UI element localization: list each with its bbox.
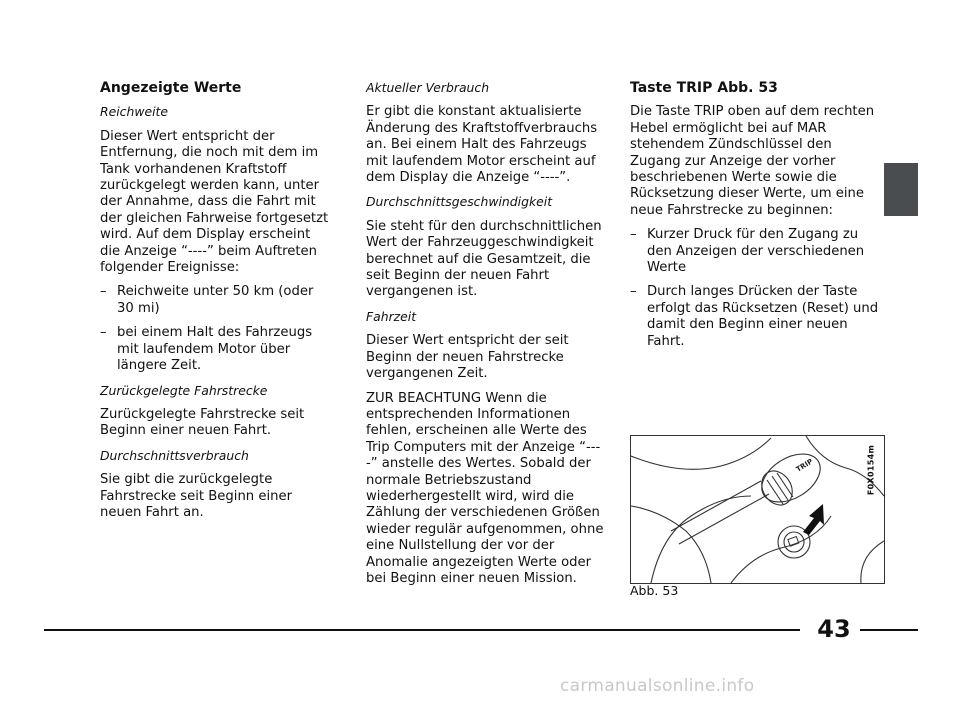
list-trip-actions [630, 227, 880, 350]
subheading-fahrzeit: Fahrzeit [366, 308, 417, 324]
contour-line [631, 506, 711, 583]
list-item: – Durch langes Drücken der Taste erfolgt das Rücksetzen (Reset) und damit den Beginn einer neuen Fahrt. [630, 284, 880, 350]
contour-line [861, 541, 884, 583]
text-column-3 [630, 80, 880, 358]
contour-line [631, 438, 771, 469]
list-item: – Reichweite unter 50 km (oder 30 mi) [100, 284, 332, 317]
lever-ring [756, 465, 799, 510]
footer-rule-right [860, 629, 918, 631]
list-reichweite-events [100, 284, 332, 374]
figure-caption: Abb. 53 [630, 583, 679, 598]
chapter-tab [884, 163, 918, 216]
pointer-arrow-icon [803, 504, 824, 535]
subheading-aktueller-verbrauch: Aktueller Verbrauch [366, 80, 490, 95]
paragraph-taste-trip: Die Taste TRIP oben auf dem rechten Hebel ermöglicht bei auf MAR stehendem Zündschlüssel den Zugang zur Anzeige der vorher beschriebenen Werte sowie die Rücksetzung dieser Werte, um eine neue Fahrstrecke zu beginnen: [630, 104, 875, 218]
text-column-2 [366, 80, 604, 595]
button-symbol-icon [788, 537, 799, 547]
lever-knob [753, 444, 828, 512]
lever-illustration [631, 436, 884, 583]
section-heading-angezeigte-werte: Angezeigte Werte [100, 80, 242, 96]
list-item: – Kurzer Druck für den Zugang zu den Anzeigen der verschiedenen Werte [630, 227, 880, 276]
section-heading-taste-trip: Taste TRIP Abb. 53 [630, 80, 778, 96]
figure-code: F0X0154m [866, 444, 876, 496]
paragraph-durchschnittsverbrauch: Sie gibt die zurückgelegte Fahrstrecke seit Beginn einer neuen Fahrt an. [100, 472, 293, 520]
subheading-reichweite: Reichweite [100, 104, 169, 120]
paragraph-durchschnittsgeschwindigkeit: Sie steht für den durchschnittlichen Wert der Fahrzeuggeschwindigkeit berechnet auf die Gesamtzeit, die seit Beginn der neuen Fahrt vergangenen ist. [366, 218, 602, 300]
lever-grip-lines [767, 473, 793, 504]
footer-rule-left [44, 629, 800, 631]
subheading-durchschnittsgeschwindigkeit: Durchschnittsgeschwindigkeit [366, 194, 553, 210]
text-column-1 [100, 80, 332, 529]
subheading-fahrstrecke: Zurückgelegte Fahrstrecke [100, 382, 268, 398]
contour-line [651, 496, 751, 583]
paragraph-fahrstrecke: Zurückgelegte Fahrstrecke seit Beginn einer neuen Fahrt. [100, 406, 305, 439]
page-number: 43 [817, 615, 851, 643]
paragraph-reichweite: Dieser Wert entspricht der Entfernung, die noch mit dem im Tank vorhandenen Kraftstoff zurückgelegt werden kann, unter der Annahme, dass die Fahrt mit der gleichen Fahrweise fortgesetzt wird. Auf dem Display erscheint die Anzeige “----” beim Auftreten folgender Ereignisse: [100, 128, 329, 276]
paragraph-aktueller-verbrauch: Er gibt die konstant aktualisierte Änderung des Kraftstoffverbrauchs an. Bei einem Halt des Fahrzeugs mit laufendem Motor erscheint auf dem Display die Anzeige “----”. [366, 104, 598, 186]
figure-trip-lever [630, 435, 885, 584]
trip-button-label: TRIP [794, 457, 815, 474]
watermark: carmanualsonline.info [560, 676, 755, 696]
list-item: – bei einem Halt des Fahrzeugs mit laufendem Motor über längere Zeit. [100, 325, 332, 374]
subheading-durchschnittsverbrauch: Durchschnittsverbrauch [100, 447, 249, 463]
paragraph-beachtung: ZUR BEACHTUNG Wenn die entsprechenden Informationen fehlen, erscheinen alle Werte des Trip Computers mit der Anzeige “----” anstelle des Wertes. Sobald der normale Betriebszustand wiederhergestellt wird, wird die Zählung der verschiedenen Größen wieder regulär aufgenommen, ohne eine Nullstellung der vor der Anomalie angezeigten Werte oder bei Beginn einer neuen Mission. [366, 390, 604, 586]
paragraph-fahrzeit: Dieser Wert entspricht der seit Beginn der neuen Fahrstrecke vergangenen Zeit. [366, 333, 569, 382]
